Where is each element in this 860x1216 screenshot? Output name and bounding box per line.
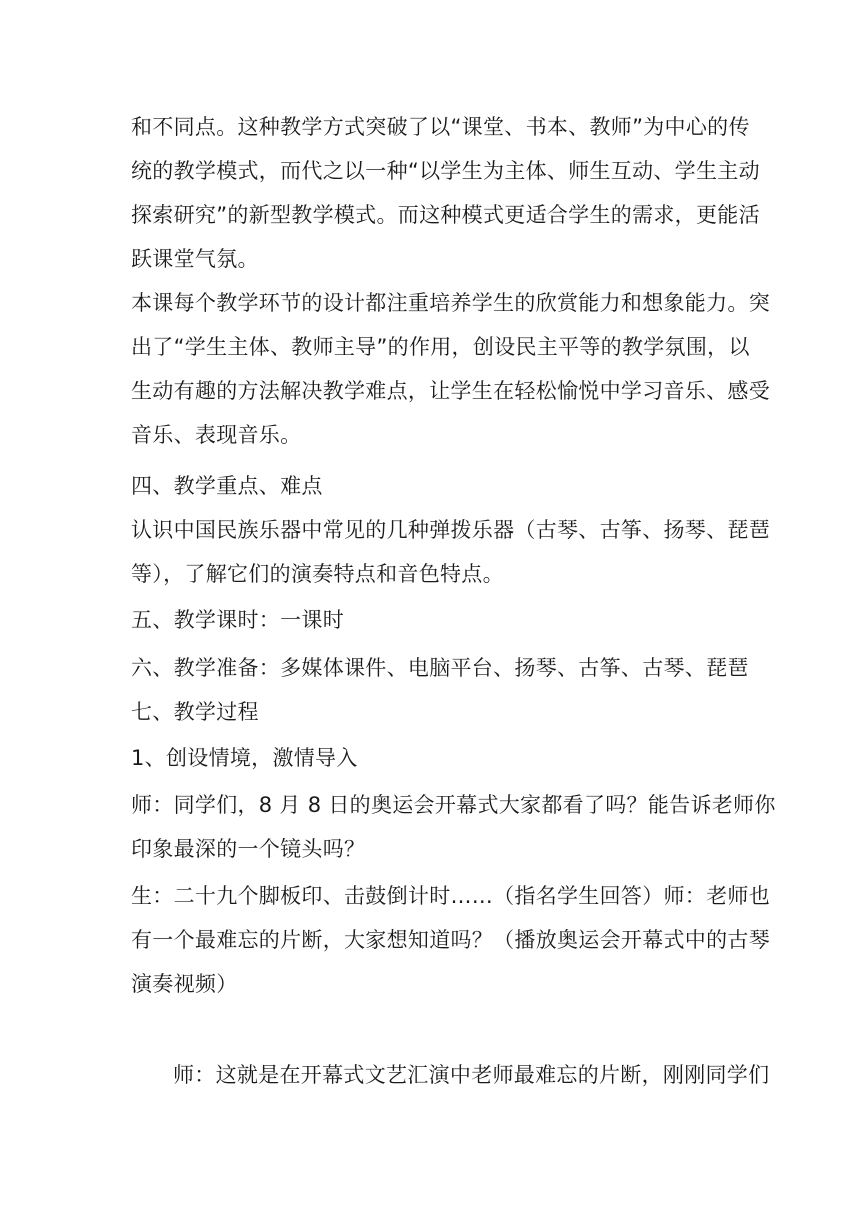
section-heading: 六、教学准备：多媒体课件、电脑平台、扬琴、古筝、古琴、琵琶 [131, 656, 749, 680]
text-line: 统的教学模式，而代之以一种“以学生为主体、师生互动、学生主动 [131, 159, 760, 183]
text-line: 出了“学生主体、教师主导”的作用，创设民主平等的教学氛围，以 [131, 335, 750, 359]
text-line: 等），了解它们的演奏特点和音色特点。 [131, 562, 504, 586]
text-line: 认识中国民族乐器中常见的几种弹拨乐器（古琴、古筝、扬琴、琵琶 [131, 518, 770, 542]
section-heading: 七、教学过程 [131, 700, 259, 724]
text-line: 生：二十九个脚板印、击鼓倒计时……（指名学生回答）师：老师也 [131, 884, 770, 908]
indented-paragraph-line: 师：这就是在开幕式文艺汇演中老师最难忘的片断，刚刚同学们 [173, 1063, 770, 1087]
text-line: 生动有趣的方法解决教学难点，让学生在轻松愉悦中学习音乐、感受 [131, 379, 770, 403]
text-line: 跃课堂气氛。 [131, 247, 259, 271]
text-line: 本课每个教学环节的设计都注重培养学生的欣赏能力和想象能力。突 [131, 291, 770, 315]
text-line: 音乐、表现音乐。 [131, 423, 302, 447]
text-line: 探索研究”的新型教学模式。而这种模式更适合学生的需求，更能活 [131, 203, 760, 227]
text-line: 和不同点。这种教学方式突破了以“课堂、书本、教师”为中心的传 [131, 115, 750, 139]
subsection-heading: 1、创设情境，激情导入 [131, 746, 358, 770]
text-line: 演奏视频） [131, 972, 238, 996]
section-heading: 五、教学课时：一课时 [131, 608, 344, 632]
text-line: 有一个最难忘的片断，大家想知道吗？（播放奥运会开幕式中的古琴 [131, 928, 770, 952]
text-line: 印象最深的一个镜头吗？ [131, 837, 366, 861]
section-heading: 四、教学重点、难点 [131, 474, 323, 498]
text-line: 师：同学们，8 月 8 日的奥运会开幕式大家都看了吗？能告诉老师你 [131, 793, 776, 817]
